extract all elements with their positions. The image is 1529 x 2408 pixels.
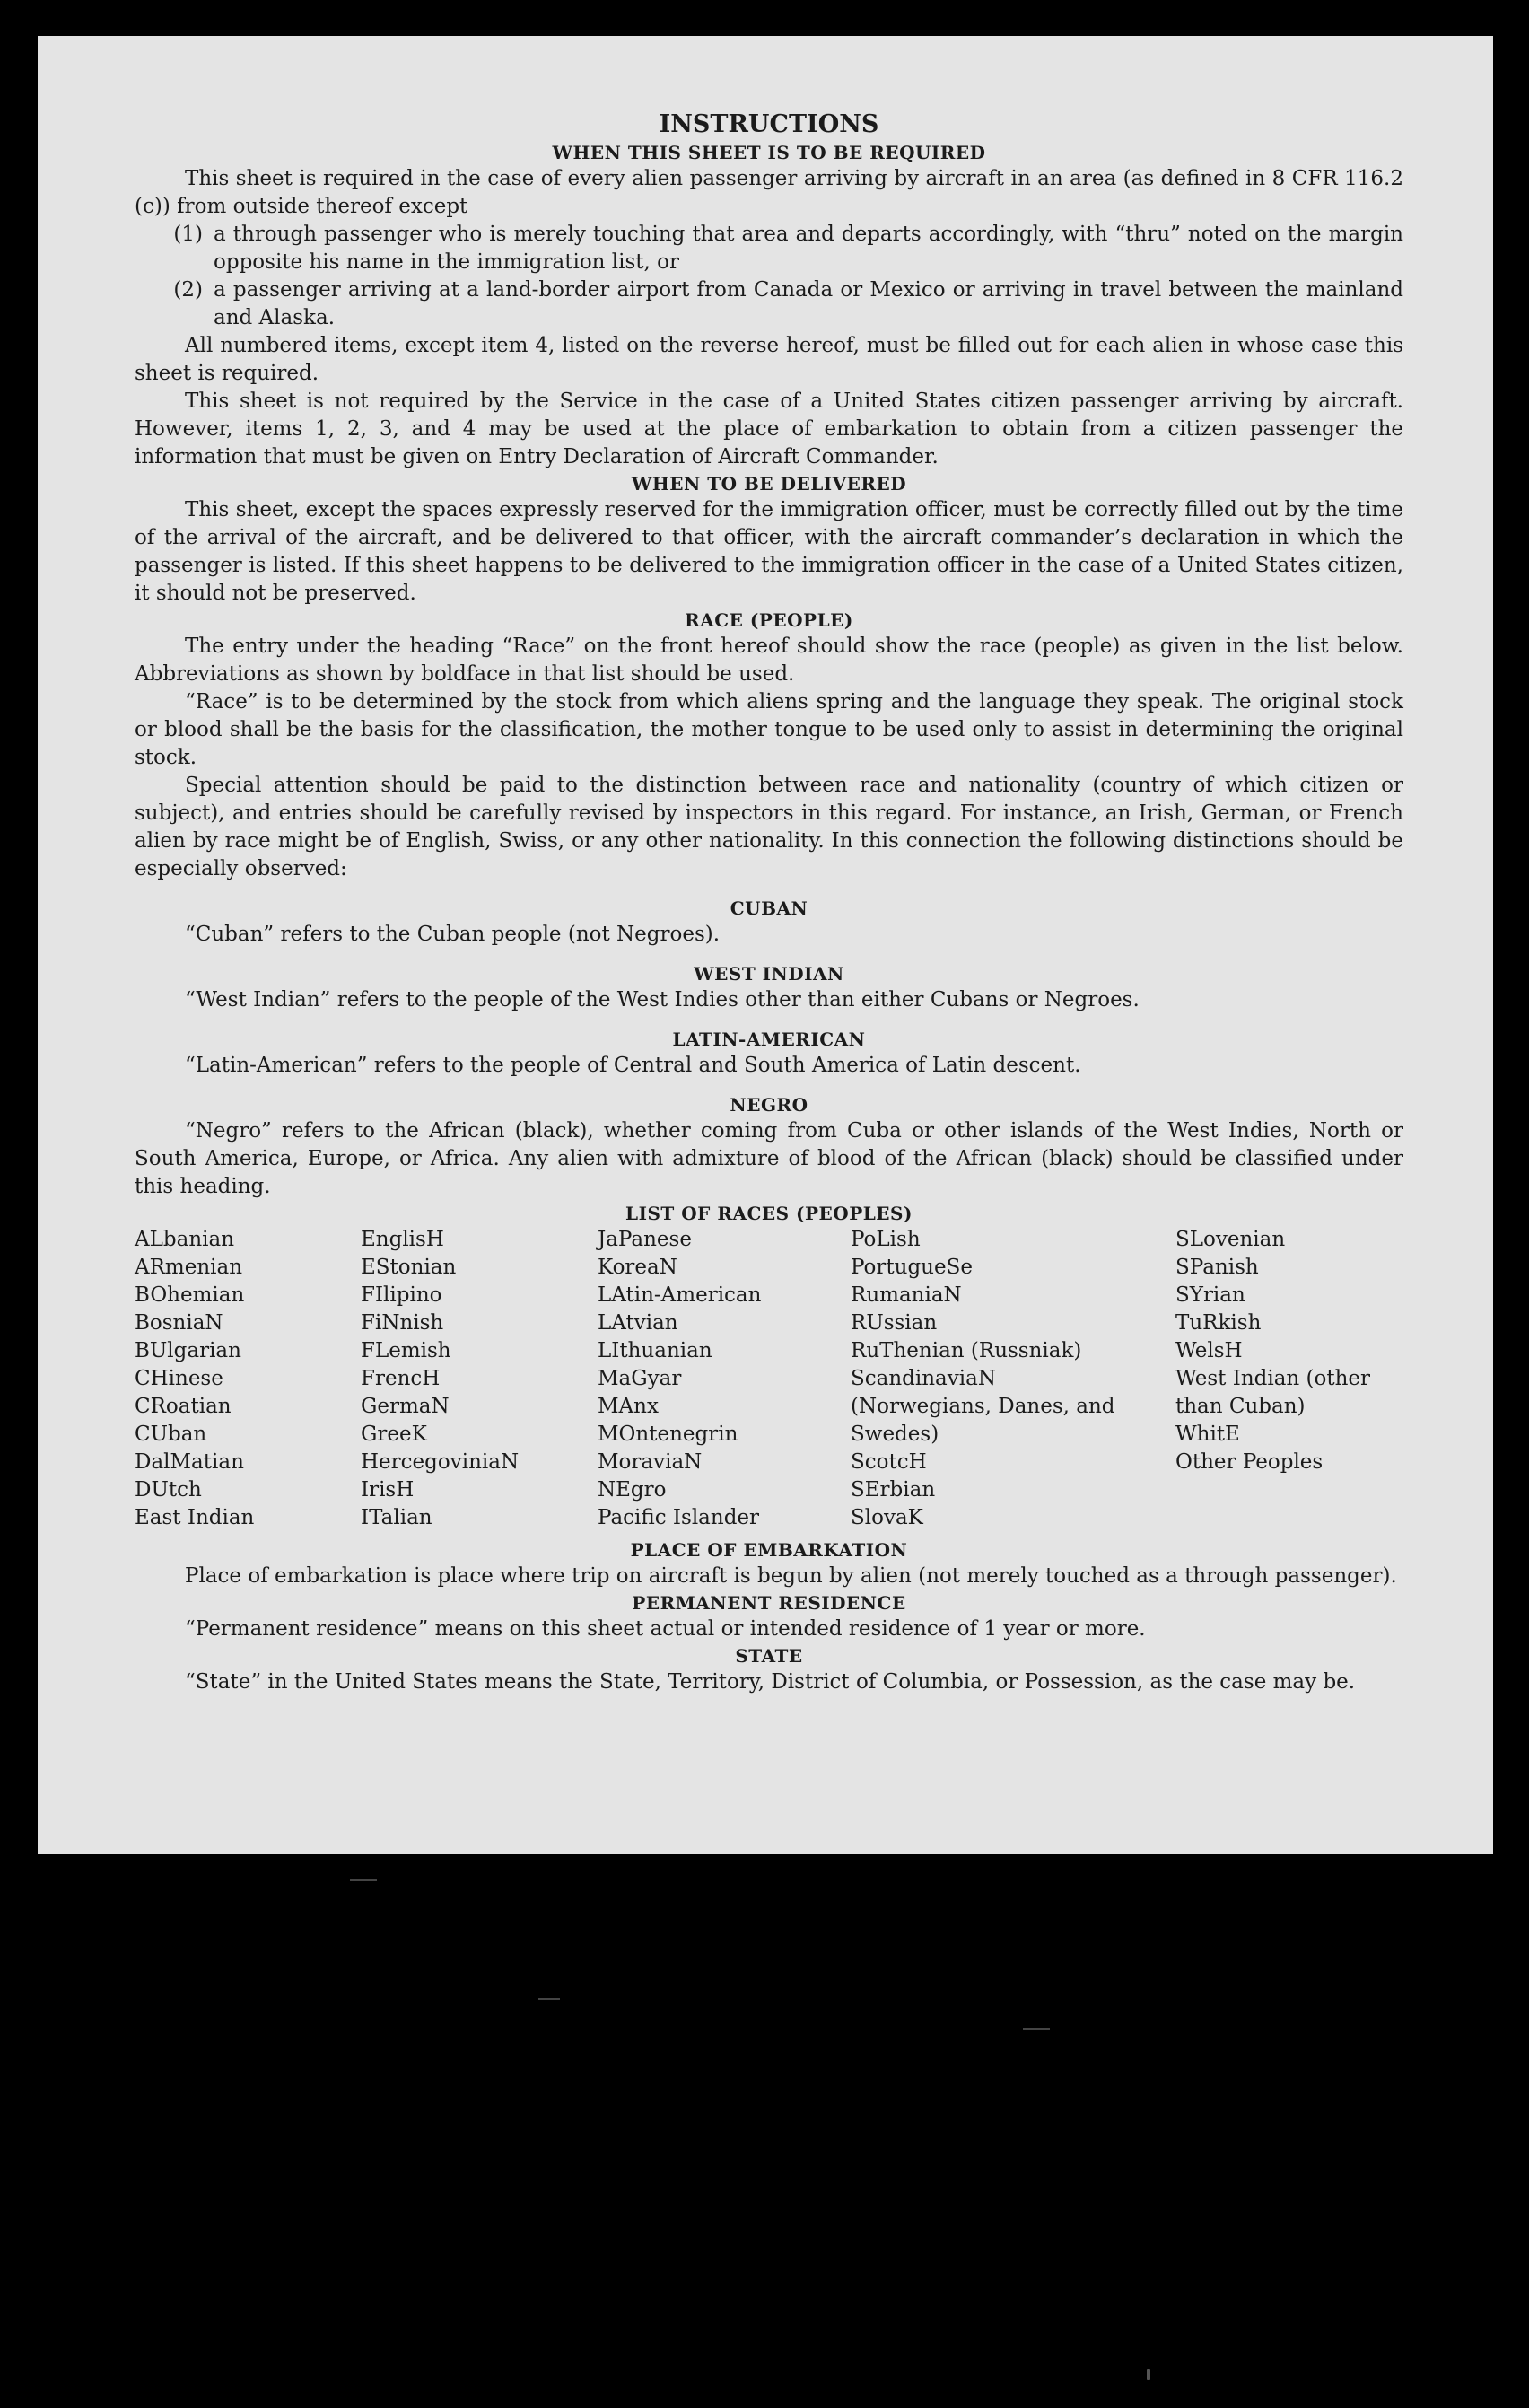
scan-artifact (350, 1879, 377, 1881)
race-column-3 (598, 1226, 851, 1532)
race-item: MoraviaN (598, 1450, 703, 1474)
race-item: EnglisH (361, 1228, 444, 1251)
scan-artifact (1023, 2028, 1050, 2030)
race-column-5 (1175, 1226, 1409, 1532)
heading-race: RACE (PEOPLE) (685, 609, 853, 631)
latin-american-definition: “Latin-American” refers to the people of Central and South America of Latin descent. (185, 1054, 1081, 1077)
item-number: (2) (173, 278, 203, 302)
race-list (135, 1226, 1403, 1532)
race-item: CRoatian (135, 1395, 232, 1418)
item-text: a through passenger who is merely touching that area and departs accordingly, with “thru” noted on the margin opposite his name in the immigration list, or (214, 223, 1403, 274)
race-item: BOhemian (135, 1283, 245, 1307)
heading-negro: NEGRO (730, 1094, 808, 1116)
race-item: ScotcH (851, 1450, 927, 1474)
residence-paragraph: “Permanent residence” means on this sheet actual or intended residence of 1 year or more. (185, 1617, 1146, 1641)
race-item: LAtvian (598, 1311, 678, 1335)
embarkation-paragraph: Place of embarkation is place where trip on aircraft is begun by alien (not merely touched as a through passenger). (185, 1564, 1397, 1588)
heading-permanent-residence: PERMANENT RESIDENCE (632, 1592, 906, 1614)
race-item: SYrian (1175, 1283, 1245, 1307)
race-item: JaPanese (598, 1228, 692, 1251)
negro-definition: “Negro” refers to the African (black), whether coming from Cuba or other islands of the West Indies, North or South America, Europe, or Africa. Any alien with admixture of blood of the African (black) should be classified under this heading. (135, 1119, 1403, 1198)
page-title: INSTRUCTIONS (659, 110, 879, 138)
state-paragraph: “State” in the United States means the State, Territory, District of Columbia, or Possession, as the case may be. (185, 1670, 1356, 1694)
heading-latin-american: LATIN-AMERICAN (672, 1029, 866, 1050)
race-item: ARmenian (135, 1256, 243, 1279)
race-item: RumaniaN (851, 1283, 962, 1307)
race-item: DalMatian (135, 1450, 244, 1474)
required-intro: This sheet is required in the case of every alien passenger arriving by aircraft in an area (as defined in 8 CFR 116.2 (c)) from outside thereof except (135, 167, 1403, 218)
scan-artifact (1147, 2369, 1150, 2380)
race-item: IrisH (361, 1478, 415, 1502)
race-item: ITalian (361, 1506, 432, 1529)
race-item: GermaN (361, 1395, 450, 1418)
race-item: KoreaN (598, 1256, 677, 1279)
race-item: Pacific Islander (598, 1506, 760, 1529)
race-item: GreeK (361, 1423, 427, 1446)
race-item: MaGyar (598, 1367, 682, 1390)
race-column-2 (361, 1226, 598, 1532)
race-column-1 (135, 1226, 361, 1532)
race-item: RUssian (851, 1311, 938, 1335)
heading-place-of-embarkation: PLACE OF EMBARKATION (630, 1539, 908, 1561)
race-item: SlovaK (851, 1506, 923, 1529)
heading-when-required: WHEN THIS SHEET IS TO BE REQUIRED (552, 142, 986, 163)
race-item: FIlipino (361, 1283, 442, 1307)
race-item: SErbian (851, 1478, 936, 1502)
race-item: PoLish (851, 1228, 921, 1251)
race-item: MOntenegrin (598, 1423, 738, 1446)
race-item: LAtin-American (598, 1283, 762, 1307)
race-item: FLemish (361, 1339, 451, 1362)
race-paragraph-1: The entry under the heading “Race” on the front hereof should show the race (people) as given in the list below. Abbreviations as shown by boldface in that list should be used. (135, 635, 1403, 686)
exception-list (135, 221, 1403, 332)
item-number: (1) (173, 223, 203, 246)
race-column-4 (851, 1226, 1175, 1532)
item-text: a passenger arriving at a land-border airport from Canada or Mexico or arriving in travel between the mainland and Alaska. (214, 278, 1403, 329)
list-item (135, 276, 1403, 332)
race-item: BUlgarian (135, 1339, 241, 1362)
race-item: PortugueSe (851, 1256, 973, 1279)
scan-artifact (538, 1998, 560, 2000)
race-item: NEgro (598, 1478, 667, 1502)
document-sheet (38, 36, 1493, 1854)
race-item: SPanish (1175, 1256, 1259, 1279)
race-paragraph-3: Special attention should be paid to the distinction between race and nationality (country of which citizen or subject), and entries should be carefully revised by inspectors in this regard. For instance, an Irish, German, or French alien by race might be of English, Swiss, or any other nationality. In this connection the following distinctions should be especially observed: (135, 774, 1403, 880)
race-item: West Indian (other than Cuban) (1175, 1367, 1371, 1418)
race-item: ALbanian (135, 1228, 235, 1251)
list-item (135, 221, 1403, 276)
heading-state: STATE (735, 1645, 803, 1667)
race-item: BosniaN (135, 1311, 223, 1335)
race-item: TuRkish (1175, 1311, 1262, 1335)
race-item: RuThenian (Russniak) (851, 1339, 1082, 1362)
race-item: ScandinaviaN (Norwegians, Danes, and Swedes) (851, 1367, 1115, 1446)
citizen-paragraph: This sheet is not required by the Service in the case of a United States citizen passenger arriving by aircraft. However, items 1, 2, 3, and 4 may be used at the place of embarkation to obtain from a citizen passenger the information that must be given on Entry Declaration of Aircraft Commander. (135, 390, 1403, 468)
race-item: East Indian (135, 1506, 255, 1529)
heading-list-of-races: LIST OF RACES (PEOPLES) (625, 1203, 913, 1224)
race-item: Other Peoples (1175, 1450, 1324, 1474)
heading-west-indian: WEST INDIAN (694, 963, 844, 985)
race-item: FiNnish (361, 1311, 444, 1335)
numbered-items-paragraph: All numbered items, except item 4, listed on the reverse hereof, must be filled out for each alien in whose case this sheet is required. (135, 334, 1403, 385)
heading-cuban: CUBAN (730, 898, 808, 919)
race-item: WelsH (1175, 1339, 1243, 1362)
race-item: DUtch (135, 1478, 202, 1502)
race-item: MAnx (598, 1395, 659, 1418)
heading-when-delivered: WHEN TO BE DELIVERED (631, 473, 907, 495)
race-item: LIthuanian (598, 1339, 712, 1362)
delivered-paragraph: This sheet, except the spaces expressly reserved for the immigration officer, must be correctly filled out by the time of the arrival of the aircraft, and be delivered to that officer, with the aircraft commander’s declaration in which the passenger is listed. If this sheet happens to be delivered to the immigration officer in the case of a United States citizen, it should not be preserved. (135, 498, 1403, 605)
race-item: EStonian (361, 1256, 457, 1279)
west-indian-definition: “West Indian” refers to the people of the West Indies other than either Cubans or Negroes. (185, 988, 1140, 1011)
race-item: FrencH (361, 1367, 441, 1390)
cuban-definition: “Cuban” refers to the Cuban people (not Negroes). (185, 923, 721, 946)
race-item: WhitE (1175, 1423, 1240, 1446)
race-item: CHinese (135, 1367, 223, 1390)
race-item: SLovenian (1175, 1228, 1286, 1251)
race-item: CUban (135, 1423, 207, 1446)
race-paragraph-2: “Race” is to be determined by the stock from which aliens spring and the language they speak. The original stock or blood shall be the basis for the classification, the mother tongue to be used only to assist in determining the original stock. (135, 690, 1403, 769)
race-item: HercegoviniaN (361, 1450, 520, 1474)
